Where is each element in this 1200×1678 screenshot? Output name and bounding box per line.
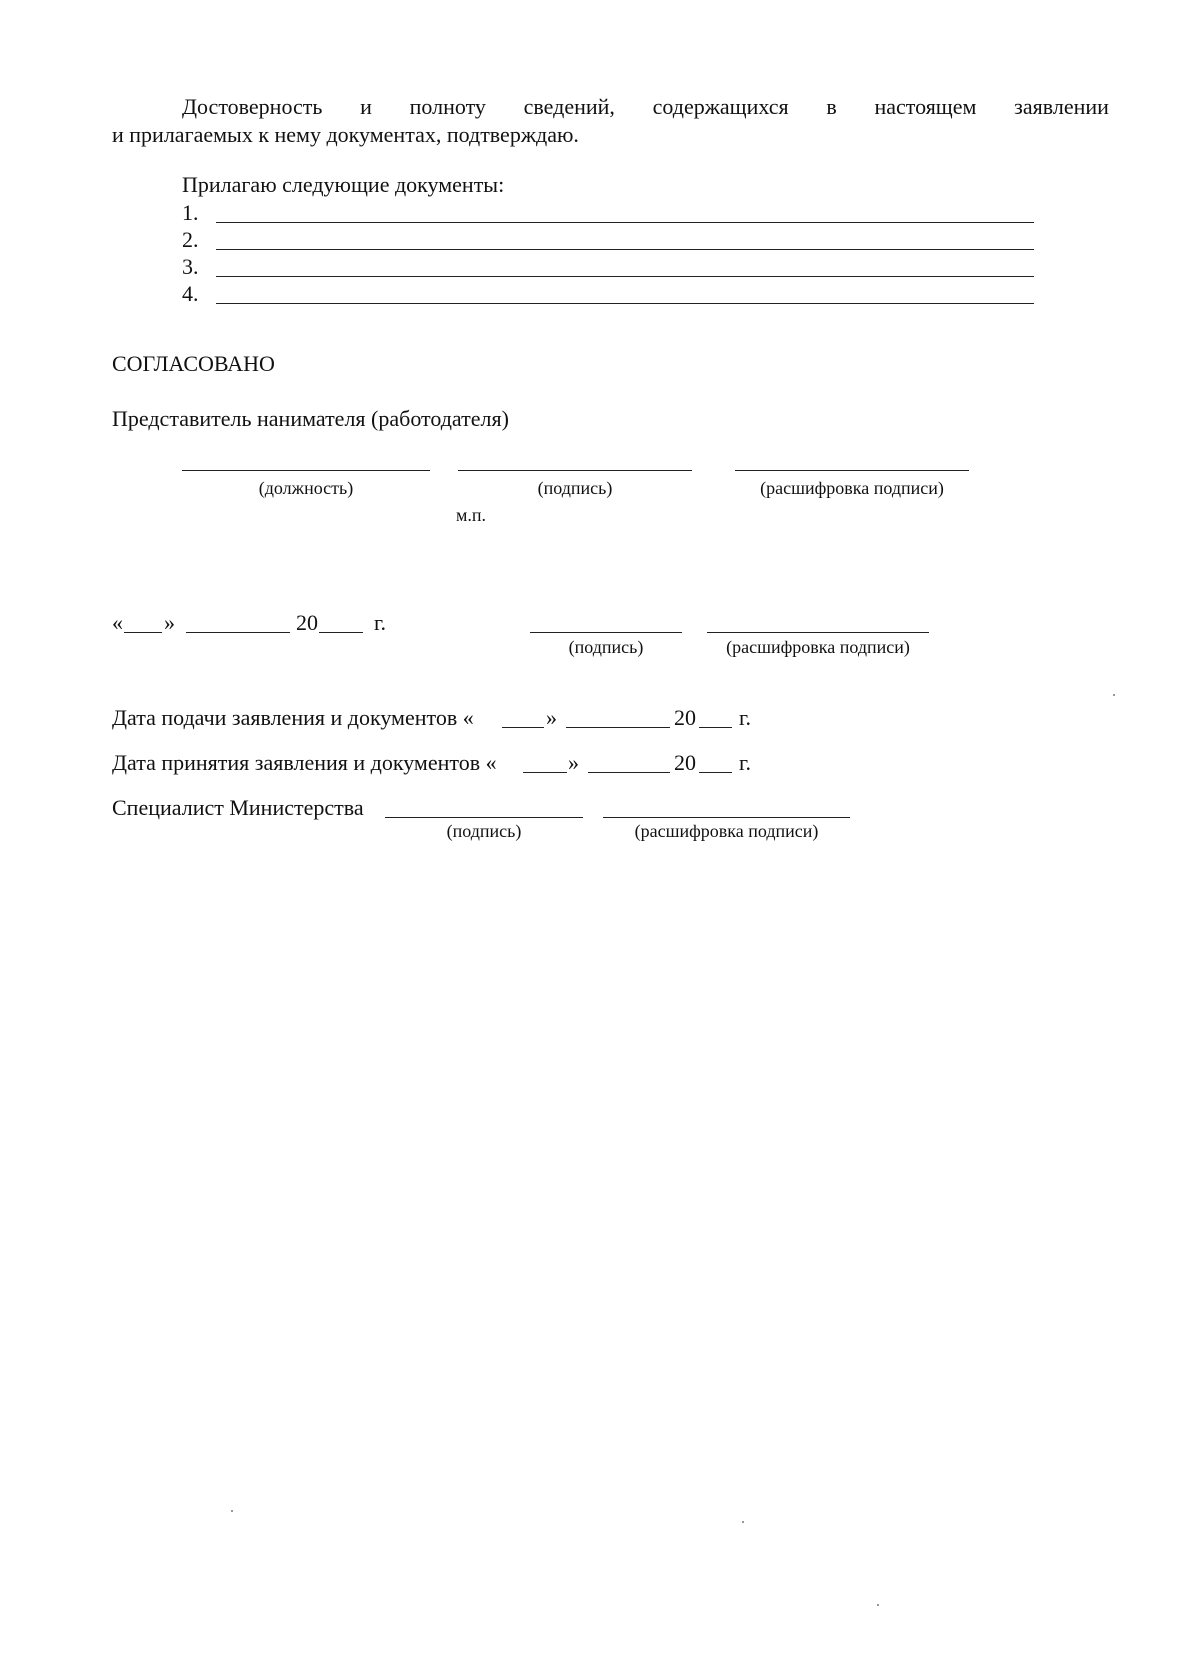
confirmation-line-2: и прилагаемых к нему документах, подтверждаю. [112,122,579,147]
date-year-line[interactable] [319,632,363,633]
signature-line[interactable] [458,470,692,471]
acceptance-day-line[interactable] [523,772,567,773]
acceptance-label: Дата принятия заявления и документов « [112,750,497,775]
seal-mark: м.п. [456,505,487,525]
applicant-decoding-line[interactable] [707,632,929,633]
date-year-prefix: 20 [296,610,318,635]
attachment-number: 4. [182,281,199,306]
specialist-decoding-line[interactable] [603,817,850,818]
confirmation-word: сведений, [523,94,615,119]
scan-speck [742,1521,744,1523]
confirmation-word: содержащихся [652,94,789,119]
position-caption: (должность) [258,478,354,498]
decoding-line[interactable] [735,470,969,471]
specialist-signature-caption: (подпись) [446,821,522,841]
submission-close-quote: » [546,705,557,730]
confirmation-word: настоящем [874,94,977,119]
attachment-number: 2. [182,227,199,252]
acceptance-year-line[interactable] [699,772,732,773]
acceptance-year-prefix: 20 [674,750,696,775]
acceptance-close-quote: » [568,750,579,775]
attachment-number: 1. [182,200,199,225]
scan-speck [1113,694,1115,696]
decoding-caption: (расшифровка подписи) [760,478,944,498]
confirmation-word: полноту [409,94,486,119]
attachment-line-3[interactable] [216,276,1034,277]
confirmation-word: в [826,94,837,119]
date-year-suffix: г. [374,610,387,635]
submission-year-prefix: 20 [674,705,696,730]
attachment-line-2[interactable] [216,249,1034,250]
submission-day-line[interactable] [502,727,544,728]
approval-title: СОГЛАСОВАНО [112,351,275,376]
specialist-label: Специалист Министерства [112,795,364,820]
attachment-number: 3. [182,254,199,279]
date-month-line[interactable] [186,632,290,633]
date-close-quote: » [164,610,175,635]
submission-year-suffix: г. [739,705,752,730]
specialist-decoding-caption: (расшифровка подписи) [634,821,819,841]
position-line[interactable] [182,470,430,471]
submission-month-line[interactable] [566,727,670,728]
scan-speck [877,1604,879,1606]
specialist-signature-line[interactable] [385,817,583,818]
submission-label: Дата подачи заявления и документов « [112,705,474,730]
confirmation-line-1 [182,94,1109,120]
acceptance-year-suffix: г. [739,750,752,775]
date-open-quote: « [112,610,123,635]
confirmation-word: заявлении [1014,94,1109,119]
representative-label: Представитель нанимателя (работодателя) [112,406,509,431]
submission-year-line[interactable] [699,727,732,728]
applicant-signature-line[interactable] [530,632,682,633]
date-day-line[interactable] [124,632,162,633]
attachment-line-1[interactable] [216,222,1034,223]
confirmation-word: Достоверность [182,94,323,119]
attachment-line-4[interactable] [216,303,1034,304]
acceptance-month-line[interactable] [588,772,670,773]
confirmation-word: и [360,94,372,119]
scan-speck [231,1510,233,1512]
applicant-signature-caption: (подпись) [568,637,644,657]
applicant-decoding-caption: (расшифровка подписи) [726,637,910,657]
signature-caption: (подпись) [537,478,613,498]
attachments-heading: Прилагаю следующие документы: [182,172,505,197]
